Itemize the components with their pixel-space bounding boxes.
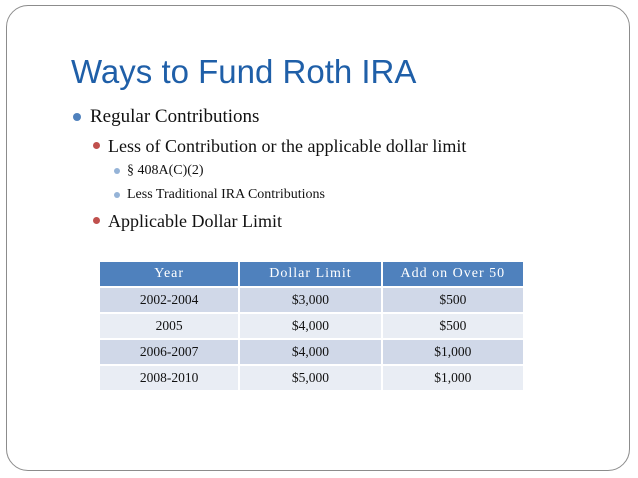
bullet-less-traditional: Less Traditional IRA Contributions (127, 187, 325, 202)
cell-add-on: $1,000 (383, 340, 523, 364)
table-header-row (100, 262, 523, 286)
bullet-dot-icon (114, 192, 120, 198)
bullet-applicable-dollar-limit: Applicable Dollar Limit (108, 211, 282, 231)
table-row (100, 366, 523, 390)
cell-year: 2008-2010 (100, 366, 238, 390)
column-header-add-on-over-50: Add on Over 50 (383, 262, 523, 286)
dollar-limit-table (98, 260, 525, 392)
bullet-section-408a: § 408A(C)(2) (127, 163, 204, 178)
cell-add-on: $1,000 (383, 366, 523, 390)
bullet-dot-icon (114, 168, 120, 174)
cell-dollar-limit: $4,000 (240, 314, 380, 338)
cell-year: 2002-2004 (100, 288, 238, 312)
cell-year: 2005 (100, 314, 238, 338)
cell-dollar-limit: $4,000 (240, 340, 380, 364)
bullet-regular-contributions: Regular Contributions (90, 106, 260, 127)
column-header-dollar-limit: Dollar Limit (240, 262, 380, 286)
cell-year: 2006-2007 (100, 340, 238, 364)
bullet-less-of-contribution: Less of Contribution or the applicable dollar limit (108, 136, 467, 156)
bullet-dot-icon (93, 217, 100, 224)
bullet-dot-icon (73, 113, 81, 121)
table-row (100, 340, 523, 364)
cell-add-on: $500 (383, 288, 523, 312)
cell-dollar-limit: $3,000 (240, 288, 380, 312)
bullet-dot-icon (93, 142, 100, 149)
table-row (100, 314, 523, 338)
column-header-year: Year (100, 262, 238, 286)
cell-dollar-limit: $5,000 (240, 366, 380, 390)
slide-title: Ways to Fund Roth IRA (71, 53, 417, 90)
table-row (100, 288, 523, 312)
cell-add-on: $500 (383, 314, 523, 338)
